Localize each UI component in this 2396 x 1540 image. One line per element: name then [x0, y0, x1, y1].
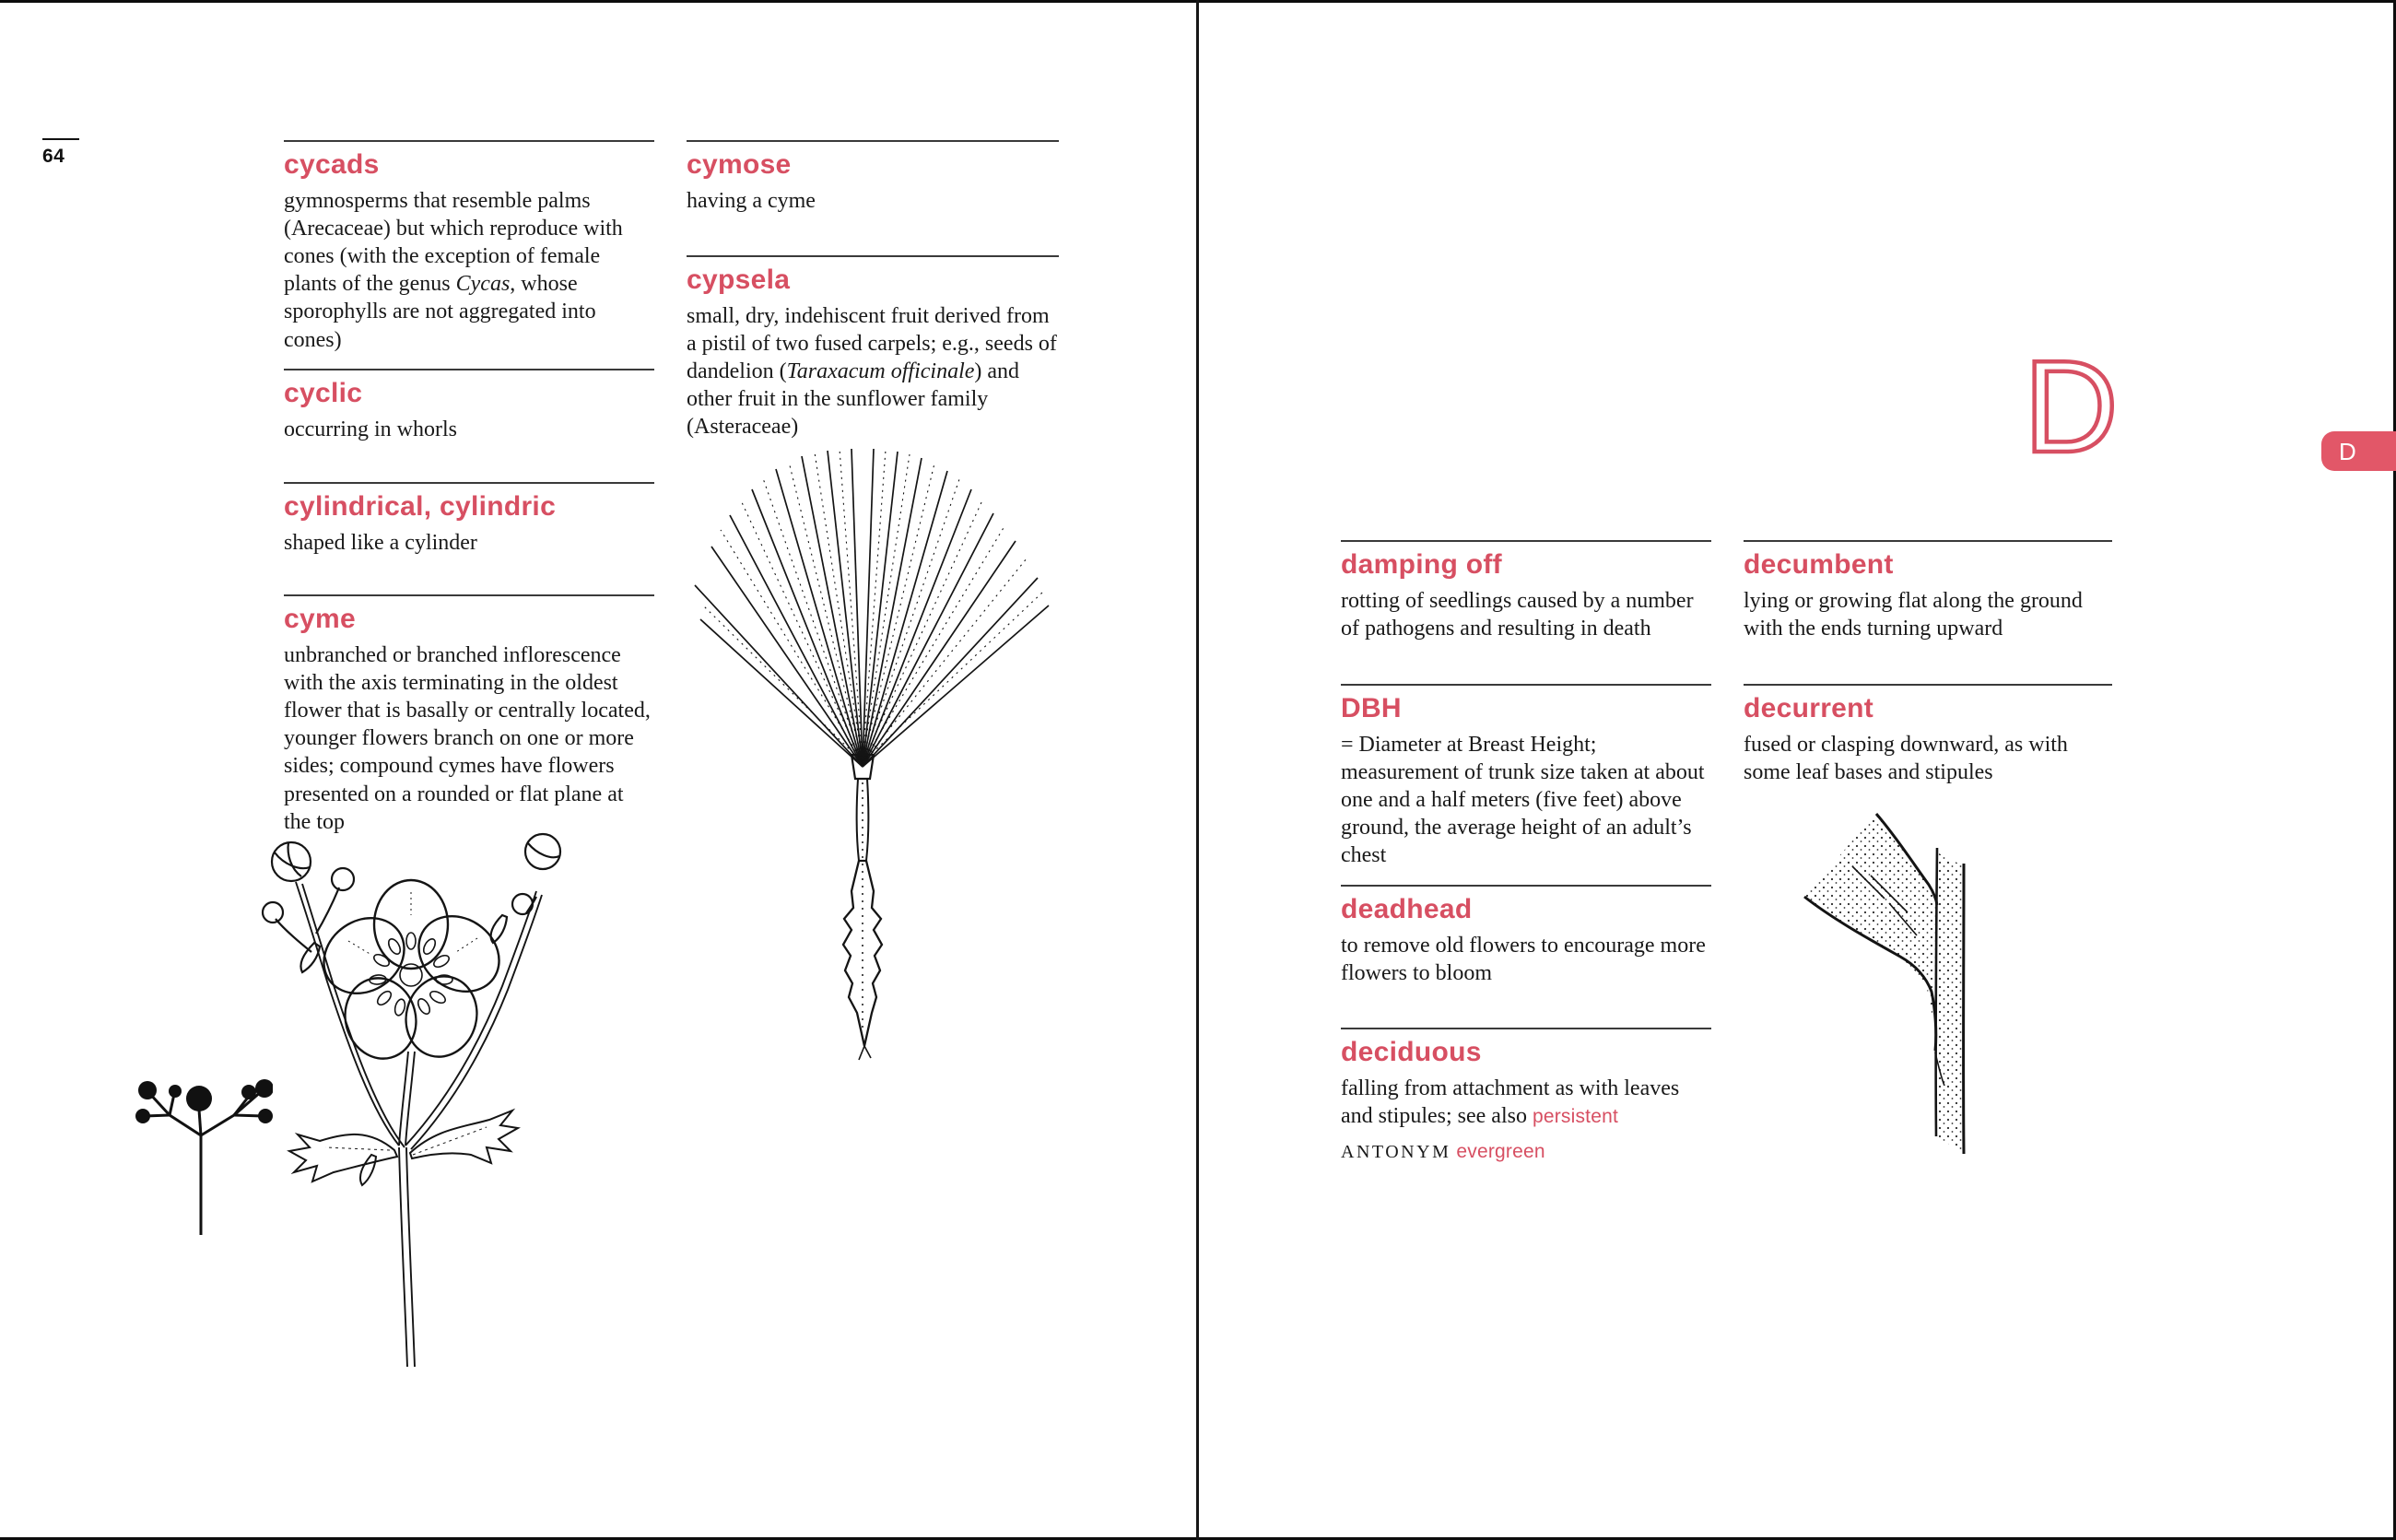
page-number: 64: [42, 146, 65, 167]
right-column-2: [1744, 540, 2112, 786]
entry-definition: unbranched or branched inflorescence with the axis terminating in the oldest flower that is basally or centrally located, younger flowers branch on one or more sides; compound cymes have flowers presented on a rounded or flat plane at the top: [284, 642, 651, 834]
entry-term: cypsela: [687, 265, 791, 295]
entry-term: cyclic: [284, 378, 363, 408]
entry-deciduous: [1341, 1028, 1711, 1165]
entry-cycads: [284, 140, 654, 369]
svg-text:D: D: [2024, 348, 2119, 477]
index-tab-letter: D: [2339, 437, 2356, 465]
left-page: [0, 0, 1196, 1540]
antonym-label: ANTONYM: [1341, 1141, 1451, 1162]
entry-definition: lying or growing flat along the ground with the ends turning upward: [1744, 588, 2083, 641]
cyme-diagram-illustration: [135, 1078, 273, 1240]
entry-term: cymose: [687, 149, 792, 180]
entry-term: decumbent: [1744, 549, 1894, 580]
entry-term: deadhead: [1341, 894, 1473, 924]
entry-definition: to remove old flowers to encourage more flowers to bloom: [1341, 933, 1706, 985]
entry-definition: shaped like a cylinder: [284, 530, 477, 555]
decurrent-illustration: [1797, 811, 1981, 1166]
entry-term: cycads: [284, 149, 380, 180]
entry-term: decurrent: [1744, 693, 1874, 723]
right-page: [1199, 0, 2396, 1540]
entry-definition: = Diameter at Breast Height; measurement of trunk size taken at about one and a half meters (five feet) above ground, the average height of an adult’s chest: [1341, 732, 1705, 868]
entry-term: cyme: [284, 604, 356, 634]
left-column-1: [284, 140, 654, 836]
section-letter-d: [2022, 348, 2142, 477]
entry-cymose: [687, 140, 1059, 255]
entry-damping-off: [1341, 540, 1711, 684]
entry-definition: fused or clasping downward, as with some leaf bases and stipules: [1744, 732, 2068, 784]
cyme-plant-illustration: [261, 823, 579, 1371]
index-tab-d[interactable]: [2321, 431, 2396, 471]
xref-persistent[interactable]: persistent: [1532, 1105, 1619, 1127]
entry-term: damping off: [1341, 549, 1502, 580]
folio-rule: [42, 138, 79, 140]
entry-definition: rotting of seedlings caused by a number of pathogens and resulting in death: [1341, 588, 1694, 641]
cypsela-illustration: [689, 449, 1053, 1085]
antonym-line: [1341, 1137, 1711, 1165]
entry-term: cylindrical, cylindric: [284, 491, 557, 522]
left-column-2: [687, 140, 1059, 441]
entry-cylindrical: [284, 482, 654, 594]
entry-definition: small, dry, indehiscent fruit derived from a pistil of two fused carpels; e.g., seeds of dandelion (Taraxacum officinale) and other fruit in the sunflower family (Asteraceae): [687, 303, 1057, 440]
entry-definition: having a cyme: [687, 188, 816, 213]
entry-decumbent: [1744, 540, 2112, 684]
entry-cyclic: [284, 369, 654, 482]
entry-decurrent: [1744, 684, 2112, 786]
entry-deadhead: [1341, 885, 1711, 1028]
entry-cypsela: [687, 255, 1059, 441]
entry-definition: occurring in whorls: [284, 417, 457, 441]
entry-term: DBH: [1341, 693, 1402, 723]
entry-term: deciduous: [1341, 1037, 1482, 1067]
entry-dbh: [1341, 684, 1711, 885]
entry-cyme: [284, 594, 654, 836]
entry-definition: falling from attachment as with leaves and stipules; see also persistent: [1341, 1076, 1680, 1128]
right-column-1: [1341, 540, 1711, 1165]
xref-evergreen[interactable]: evergreen: [1456, 1140, 1545, 1162]
entry-definition: gymnosperms that resemble palms (Arecaceae) but which reproduce with cones (with the exception of female plants of the genus Cycas, whose sporophylls are not aggregated into cones): [284, 188, 623, 352]
